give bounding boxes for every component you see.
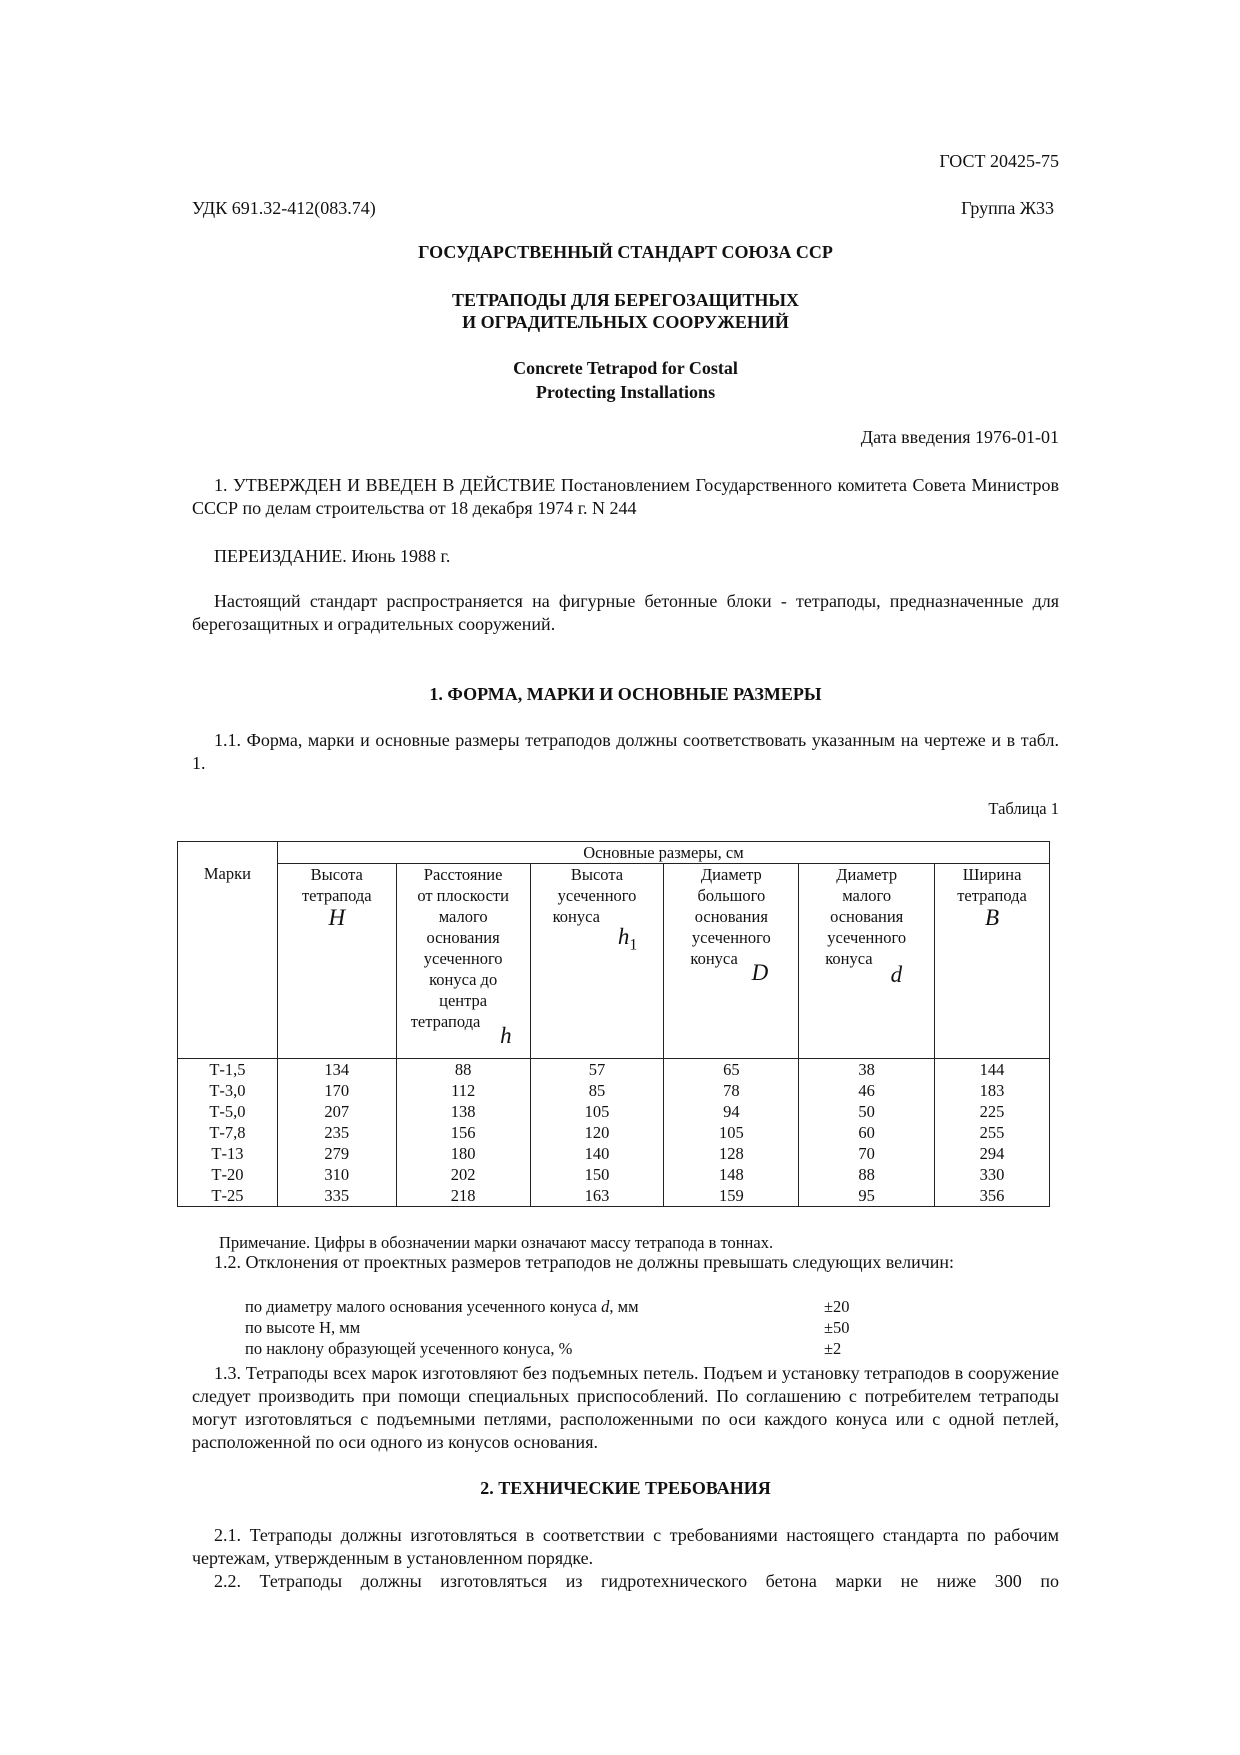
header-cone-height-h1: Высота усеченного конуса $h_1$ xyxy=(530,864,664,1059)
table-note: Примечание. Цифры в обозначении марки означают массу тетрапода в тоннах. xyxy=(219,1233,774,1252)
header-large-diameter-D: Диаметр большого основания усеченного конуса D xyxy=(664,864,799,1059)
tolerance-value: ±20 xyxy=(824,1297,850,1316)
doc-title-line2: И ОГРАДИТЕЛЬНЫХ СООРУЖЕНИЙ xyxy=(462,312,789,332)
table-row: Т-20 310 202 150 148 88 330 xyxy=(178,1164,1050,1185)
section1-heading: 1. ФОРМА, МАРКИ И ОСНОВНЫЕ РАЗМЕРЫ xyxy=(429,684,822,704)
table-row: Т-13 279 180 140 128 70 294 xyxy=(178,1143,1050,1164)
reissue-paragraph: ПЕРЕИЗДАНИЕ. Июнь 1988 г. xyxy=(214,546,451,566)
header-group: Основные размеры, см xyxy=(277,842,1049,864)
header-width-B: Ширина тетрапода B xyxy=(935,864,1050,1059)
table-row: Т-3,0 170 112 85 78 46 183 xyxy=(178,1080,1050,1101)
gost-number: ГОСТ 20425-75 xyxy=(939,151,1059,171)
symbol-h1: $h_1$ xyxy=(617,924,638,954)
tolerance-label: по высоте Н, мм xyxy=(245,1318,361,1337)
section2-heading: 2. ТЕХНИЧЕСКИЕ ТРЕБОВАНИЯ xyxy=(480,1478,771,1498)
symbol-D: D xyxy=(751,960,769,985)
table-row: Т-1,5 134 88 57 65 38 144 xyxy=(178,1059,1050,1081)
approval-paragraph: 1. УТВЕРЖДЕН И ВВЕДЕН В ДЕЙСТВИЕ Постановлением Государственного комитета Совета Министров СССР по делам строительства от 18 декабря 1974 г. N 244 xyxy=(192,475,1059,518)
paragraph-2-2: 2.2. Тетраподы должны изготовляться из гидротехнического бетона марки не ниже 300 по xyxy=(214,1571,1059,1591)
symbol-d: d xyxy=(890,962,903,987)
english-title-line1: Concrete Tetrapod for Costal xyxy=(513,358,738,378)
symbol-h: h xyxy=(500,1023,512,1048)
table-row: Т-5,0 207 138 105 94 50 225 xyxy=(178,1101,1050,1122)
table-caption: Таблица 1 xyxy=(988,799,1059,818)
tolerance-label: по наклону образующей усеченного конуса, % xyxy=(245,1339,573,1358)
header-marks: Марки xyxy=(178,842,278,1059)
paragraph-2-1: 2.1. Тетраподы должны изготовляться в соответствии с требованиями настоящего стандарта по рабочим чертежам, утвержденным в установленном порядке. xyxy=(192,1525,1059,1568)
udk-code: УДК 691.32-412(083.74) xyxy=(192,198,376,218)
paragraph-1-1: 1.1. Форма, марки и основные размеры тетраподов должны соответствовать указанным на чертеже и в табл. 1. xyxy=(192,730,1059,773)
paragraph-1-3: 1.3. Тетраподы всех марок изготовляют без подъемных петель. Подъем и установку тетраподов в сооружение следует производить при помощи специальных приспособлений. По соглашению с потребителем тетраподы могут изготовляться с подъемными петлями, расположенными по оси каждого конуса или с одной петлей, расположенной по оси одного из конусов основания. xyxy=(192,1363,1059,1452)
scope-paragraph: Настоящий стандарт распространяется на фигурные бетонные блоки - тетраподы, предназначенные для берегозащитных и оградительных сооружений. xyxy=(192,591,1059,634)
doc-title-line1: ТЕТРАПОДЫ ДЛЯ БЕРЕГОЗАЩИТНЫХ xyxy=(451,290,800,310)
english-title-line2: Protecting Installations xyxy=(535,382,716,402)
dimensions-table xyxy=(177,841,1050,1207)
table-row: Т-7,8 235 156 120 105 60 255 xyxy=(178,1122,1050,1143)
tolerance-label: по диаметру малого основания усеченного конуса d, мм xyxy=(245,1297,639,1316)
intro-date: Дата введения 1976-01-01 xyxy=(860,427,1059,447)
header-small-diameter-d: Диаметр малого основания усеченного конуса d xyxy=(799,864,935,1059)
header-height-H: Высота тетрапода H xyxy=(277,864,396,1059)
header-distance-h: Расстояние от плоскости малого основания усеченного конуса до центра тетрапода h xyxy=(396,864,530,1059)
table-row: Т-25 335 218 163 159 95 356 xyxy=(178,1185,1050,1207)
paragraph-1-2: 1.2. Отклонения от проектных размеров тетраподов не должны превышать следующих величин: xyxy=(214,1252,955,1272)
group-code: Группа Ж33 xyxy=(961,198,1054,218)
symbol-H: H xyxy=(328,905,346,930)
symbol-B: B xyxy=(985,905,1000,930)
org-title: ГОСУДАРСТВЕННЫЙ СТАНДАРТ СОЮЗА ССР xyxy=(418,242,833,262)
tolerance-value: ±50 xyxy=(824,1318,850,1337)
tolerance-value: ±2 xyxy=(824,1339,842,1358)
